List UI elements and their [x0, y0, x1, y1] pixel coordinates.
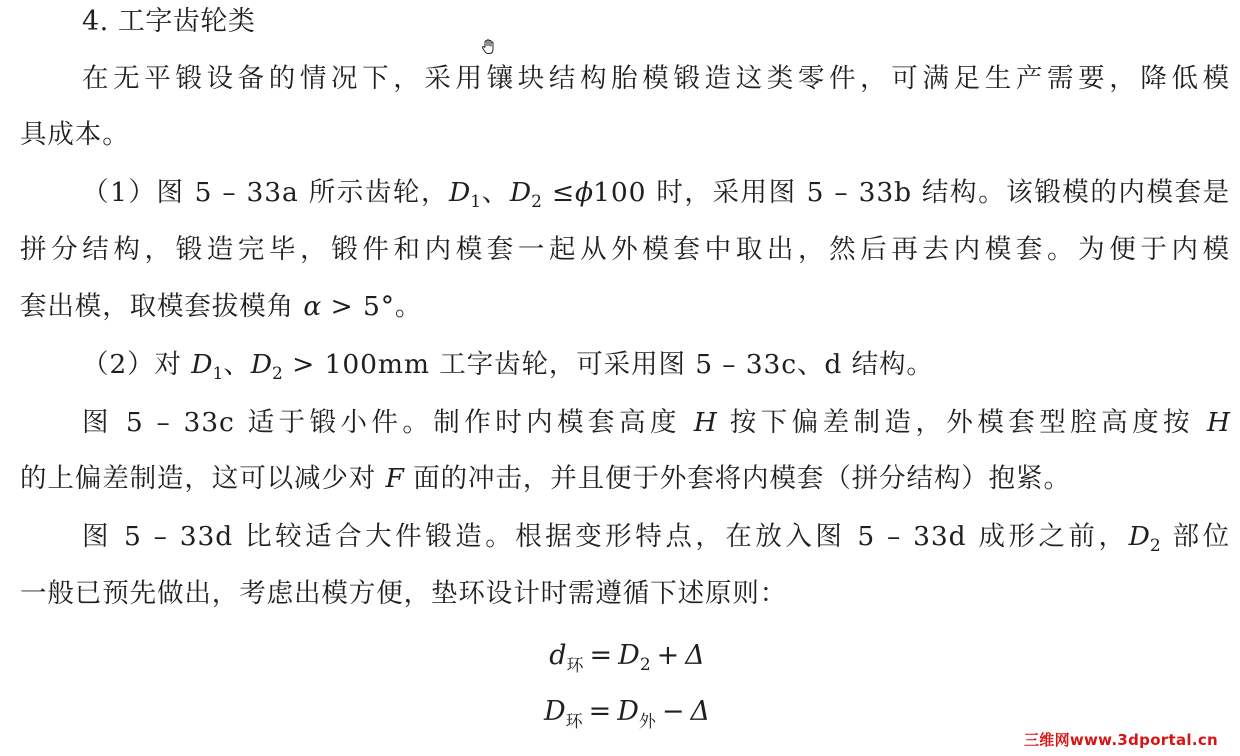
var-d2-subscript: 2: [272, 364, 283, 384]
delta-symbol: Δ: [690, 696, 711, 727]
paragraph-4-line-2: [20, 462, 1230, 496]
var-f: F: [385, 463, 404, 494]
p5-line1-post: 部位: [1160, 521, 1230, 552]
p4-line2-post: 面的冲击，并且便于外套将内模套（拼分结构）抱紧。: [403, 463, 1071, 494]
var-d1: D: [191, 349, 213, 380]
equals-sign: =: [589, 640, 613, 671]
var-d1: D: [449, 177, 471, 208]
equation-ring-inner-diameter: [0, 638, 1240, 684]
eq2-lhs: D: [543, 696, 566, 727]
p2-line3-post: > 5°。: [321, 291, 423, 322]
var-d2: D: [250, 349, 273, 380]
eq1-lhs-subscript: 环: [566, 656, 584, 676]
p2-text-pre: （1）图 5 – 33a 所示齿轮，: [82, 177, 450, 208]
site-watermark: 三维网www.3dportal.cn: [1023, 731, 1218, 749]
plus-sign: +: [656, 640, 680, 671]
p2-line3-pre: 套出模，取模套拔模角: [20, 291, 304, 322]
alpha-symbol: α: [303, 291, 322, 322]
section-heading: 4. 工字齿轮类: [82, 6, 256, 37]
paragraph-2-line-2: 拼分结构，锻造完毕，锻件和内模套一起从外模套中取出，然后再去内模套。为便于内模: [20, 234, 1230, 265]
eq1-rhs-subscript: 2: [639, 655, 651, 675]
var-d2-subscript: 2: [1149, 536, 1161, 556]
paragraph-5-line-1: [20, 520, 1230, 563]
paragraph-1-line-1: 在无平锻设备的情况下，采用镶块结构胎模锻造这类零件，可满足生产需要，降低模: [82, 63, 1230, 94]
p4-line1-mid: 按下偏差制造，外模套型腔高度按: [716, 407, 1207, 438]
phi-symbol: ϕ: [575, 177, 594, 208]
hand-cursor-icon: [480, 38, 498, 56]
eq2-rhs-var: D: [617, 696, 639, 727]
paragraph-4-line-1: [20, 406, 1230, 440]
minus-sign: −: [661, 696, 685, 727]
delta-symbol: Δ: [685, 640, 705, 671]
var-h: H: [693, 407, 717, 438]
var-d1-subscript: 1: [470, 192, 482, 212]
eq1-rhs-var: D: [618, 640, 640, 671]
var-h: H: [1206, 407, 1230, 438]
p5-line1-pre: 图 5 – 33d 比较适合大件锻造。根据变形特点，在放入图 5 – 33d 成形之前，: [82, 521, 1129, 552]
p2-text-post: 100 时，采用图 5 – 33b 结构。该锻模的内模套是: [593, 177, 1230, 208]
paragraph-1-line-2: 具成本。: [20, 119, 130, 150]
var-d2: D: [509, 177, 532, 208]
eq2-lhs-subscript: 环: [565, 712, 583, 732]
p3-separator: 、: [223, 349, 251, 380]
var-d1-subscript: 1: [212, 364, 224, 384]
p4-line1-pre: 图 5 – 33c 适于锻小件。制作时内模套高度: [82, 407, 694, 438]
p3-text-post: > 100mm 工字齿轮，可采用图 5 – 33c、d 结构。: [282, 349, 934, 380]
paragraph-2-line-3: [20, 290, 1230, 324]
p4-line2-pre: 的上偏差制造，这可以减少对: [20, 463, 386, 494]
paragraph-3: [20, 348, 1230, 391]
var-d2-subscript: 2: [531, 192, 542, 212]
eq2-rhs-subscript: 外: [638, 712, 656, 732]
paragraph-5-line-2: 一般已预先做出，考虑出模方便，垫环设计时需遵循下述原则：: [20, 578, 788, 609]
equals-sign: =: [588, 696, 612, 727]
p3-text-pre: （2）对: [82, 349, 192, 380]
leq-symbol: ≤: [541, 177, 576, 208]
p2-separator: 、: [481, 177, 510, 208]
eq1-lhs: d: [549, 640, 567, 671]
var-d2: D: [1128, 521, 1150, 552]
paragraph-2-line-1: [20, 176, 1230, 219]
